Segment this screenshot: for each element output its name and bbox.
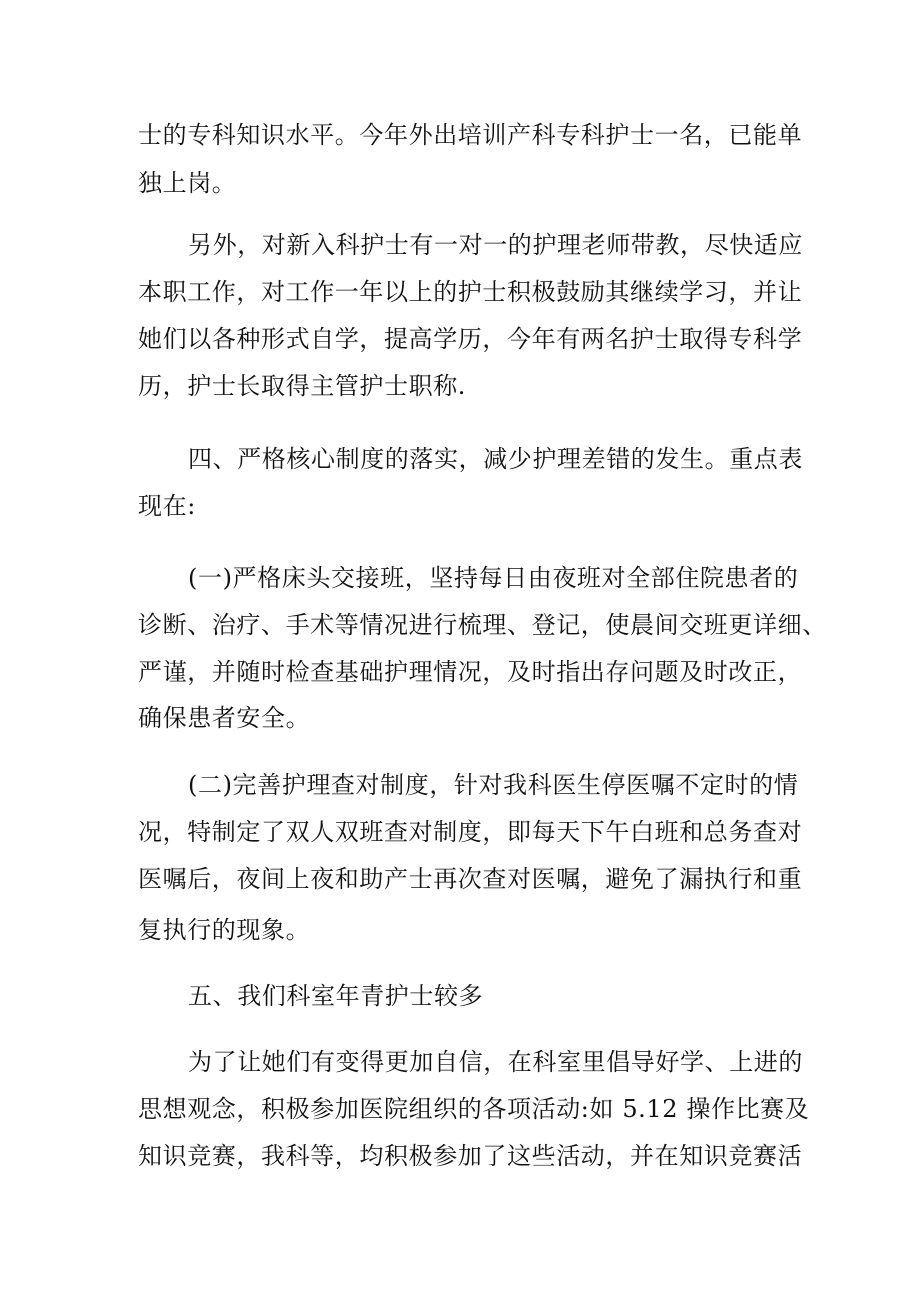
paragraph-2-line-2: 本职工作，对工作一年以上的护士积极鼓励其继续学习，并让 — [138, 278, 803, 306]
section-4-heading-line-2: 现在: — [138, 492, 196, 520]
paragraph-1-line-1: 士的专科知识水平。今年外出培训产科专科护士一名，已能单 — [138, 121, 803, 149]
section-5-heading: 五、我们科室年青护士较多 — [188, 982, 484, 1010]
paragraph-2-line-3: 她们以各种形式自学，提高学历，今年有两名护士取得专科学 — [138, 325, 803, 353]
item-2-line-3: 医嘱后，夜间上夜和助产士再次查对医嘱，避免了漏执行和重 — [138, 865, 803, 893]
paragraph-2-line-4: 历，护士长取得主管护士职称. — [138, 372, 467, 400]
item-1-line-4: 确保患者安全。 — [138, 704, 311, 732]
paragraph-7-line-2: 思想观念，积极参加医院组织的各项活动:如 5.12 操作比赛及 — [138, 1095, 810, 1123]
item-2-line-2: 况，特制定了双人双班查对制度，即每天下午白班和总务查对 — [138, 818, 803, 846]
item-1-line-3: 严谨，并随时检查基础护理情况，及时指出存问题及时改正， — [138, 658, 803, 686]
paragraph-7-line-1: 为了让她们有变得更加自信，在科室里倡导好学、上进的 — [188, 1048, 803, 1076]
item-1-line-2: 诊断、治疗、手术等情况进行梳理、登记，使晨间交班更详细、 — [138, 611, 827, 639]
item-2-line-4: 复执行的现象。 — [138, 916, 311, 944]
paragraph-2-line-1: 另外，对新入科护士有一对一的护理老师带教，尽快适应 — [188, 231, 803, 259]
item-1-line-1: (一)严格床头交接班，坚持每日由夜班对全部住院患者的 — [188, 564, 799, 592]
section-4-heading-line-1: 四、严格核心制度的落实，减少护理差错的发生。重点表 — [188, 445, 803, 473]
item-2-line-1: (二)完善护理查对制度，针对我科医生停医嘱不定时的情 — [188, 771, 799, 799]
paragraph-1-line-2: 独上岗。 — [138, 169, 237, 197]
paragraph-7-line-3: 知识竞赛，我科等，均积极参加了这些活动，并在知识竞赛活 — [138, 1142, 803, 1170]
